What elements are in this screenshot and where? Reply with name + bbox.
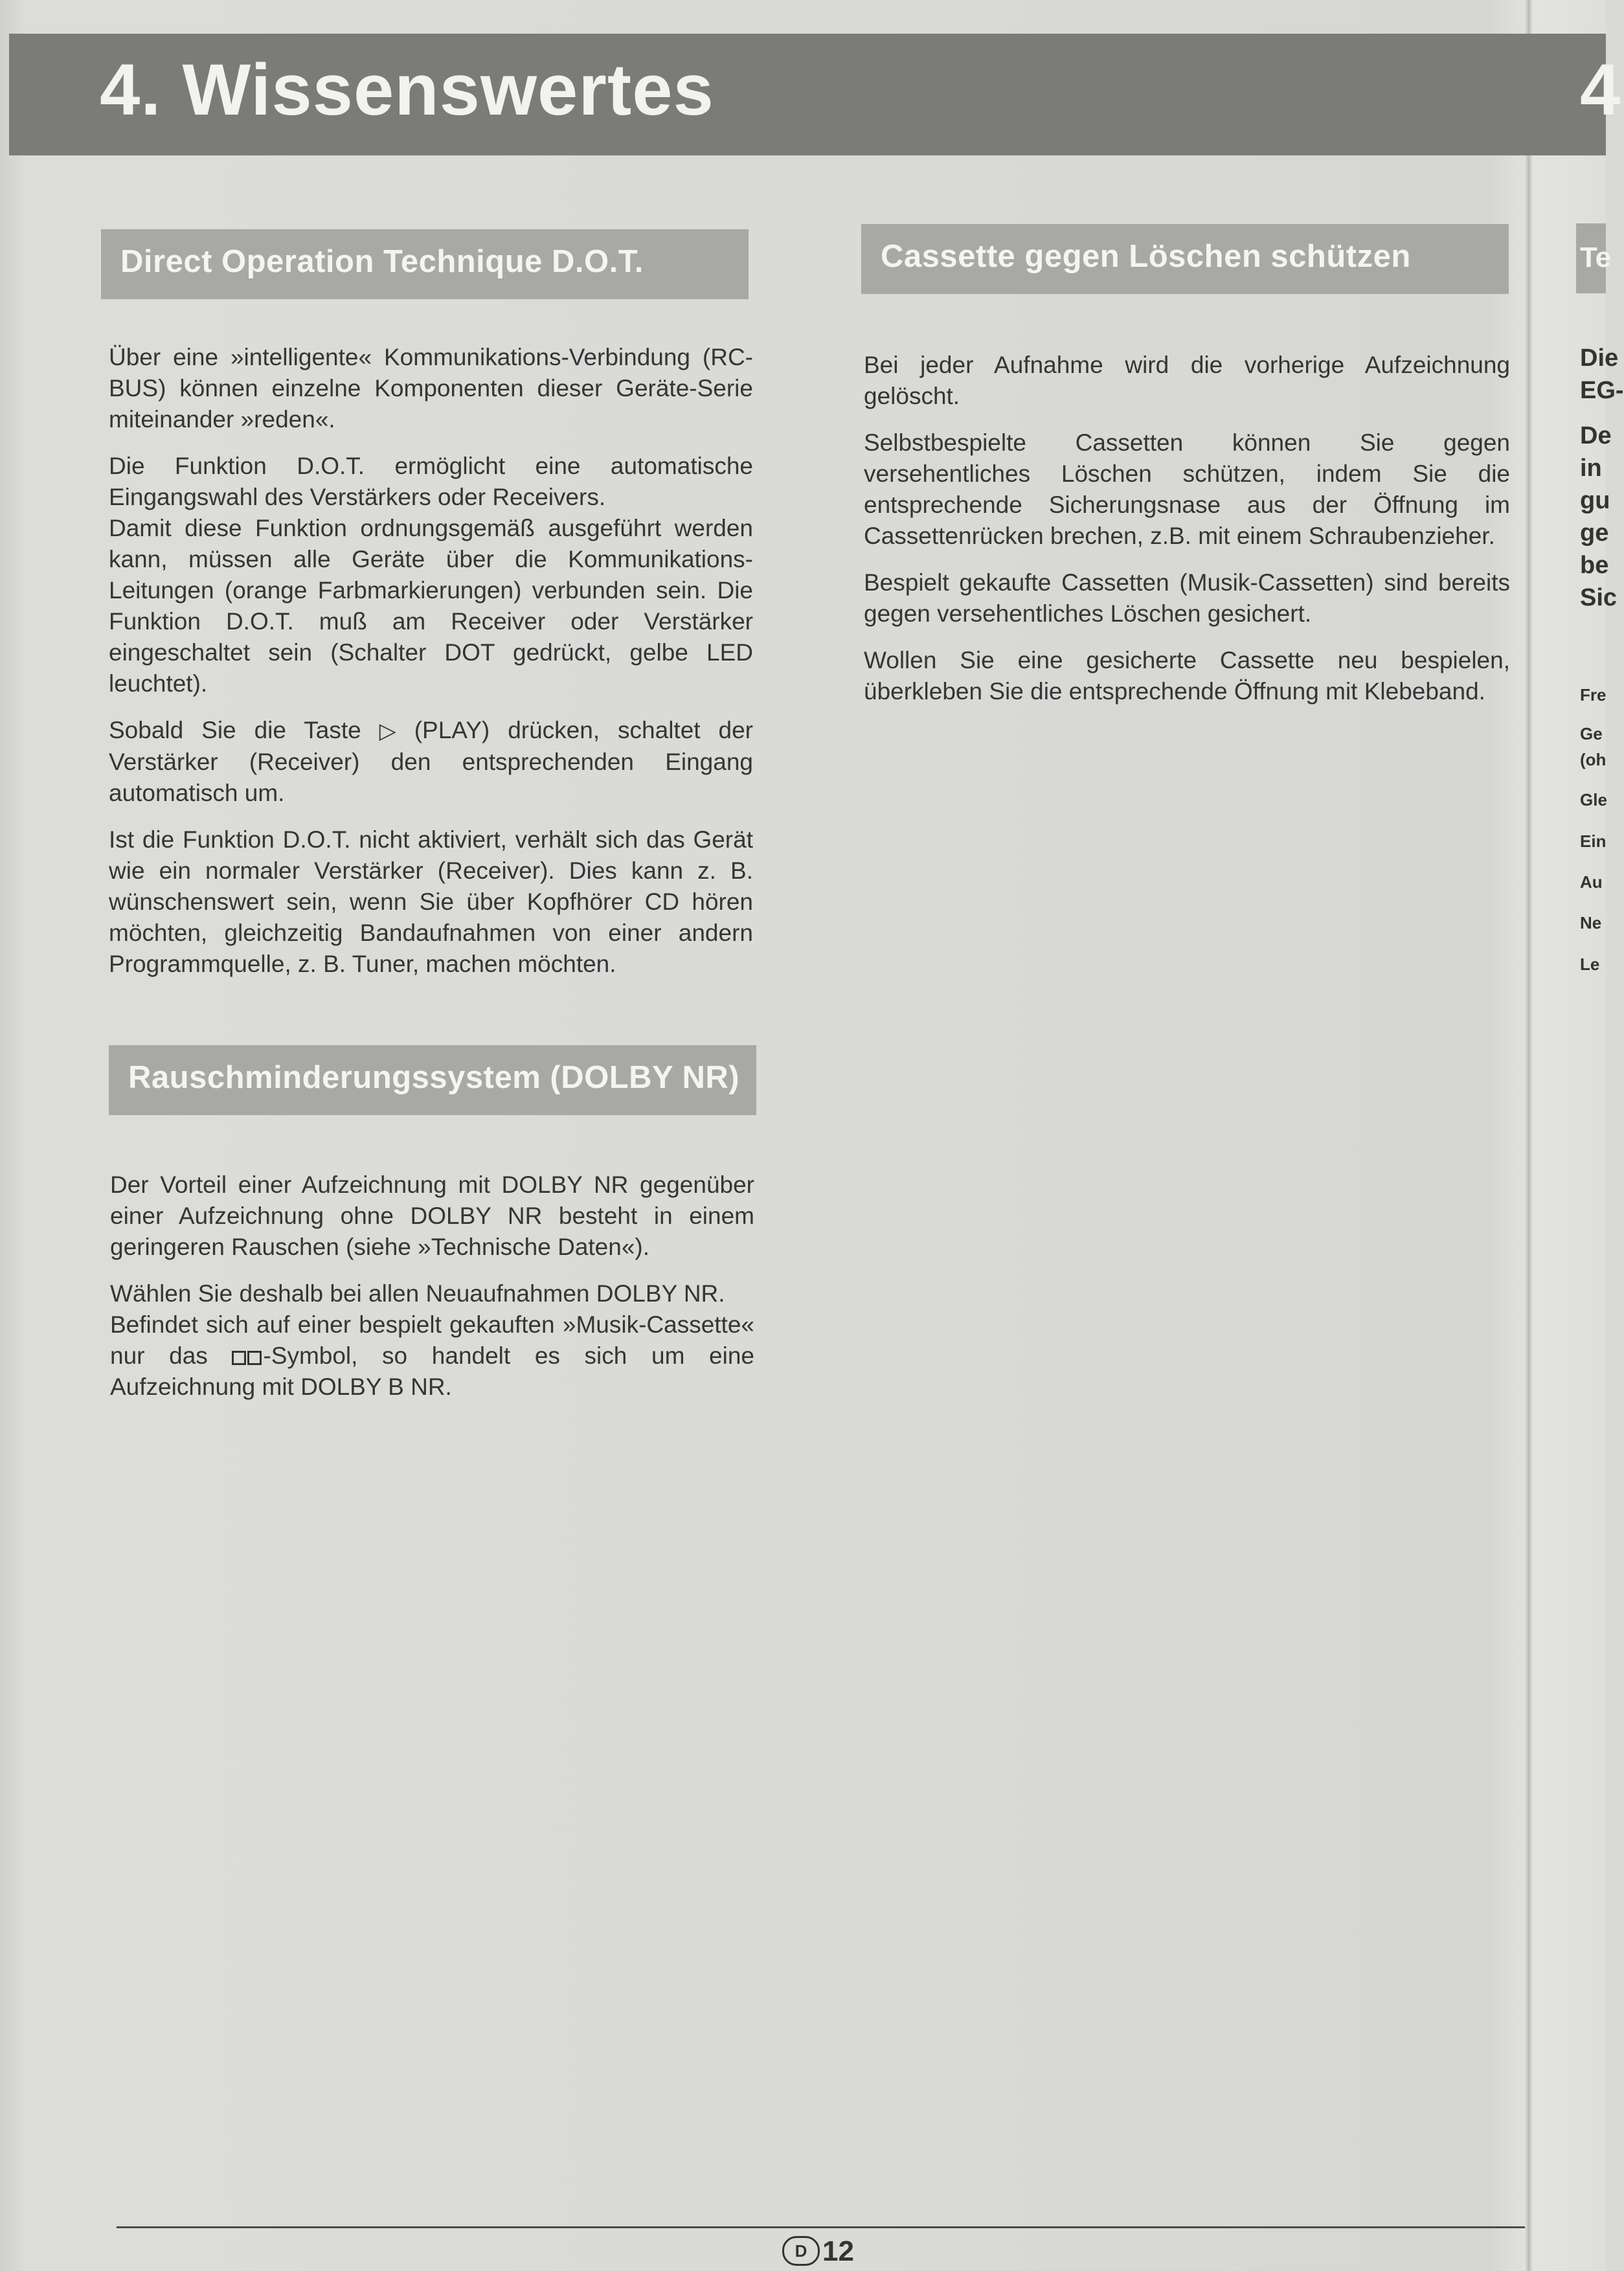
next-page-text-fragment: Die (1580, 345, 1619, 372)
next-page-text-fragment: De (1580, 422, 1612, 449)
footer-rule (117, 2226, 1525, 2228)
paragraph: Bei jeder Aufnahme wird die vorherige Aufzeichnung gelöscht. (864, 352, 1510, 409)
paragraph: Wählen Sie deshalb bei allen Neuaufnahmen DOLBY NR. (110, 1280, 725, 1307)
paragraph: Selbstbespielte Cassetten können Sie gegen versehentliches Löschen schützen, indem Sie die entsprechende Sicherungsnase aus der Öffnung im Cassettenrücken brechen, z.B. mit einem Schraubenzieher. (864, 429, 1510, 549)
next-page-text-fragment: EG- (1580, 377, 1624, 404)
next-page-text-fragment: ge (1580, 519, 1609, 547)
next-page-text-fragment: gu (1580, 487, 1610, 514)
paragraph (109, 715, 753, 809)
paragraph: Damit diese Funktion ordnungsgemäß ausgeführt werden kann, müssen alle Geräte über die Kommunikations-Leitungen (orange Farbmarkierungen) verbunden sein. Die Funktion D.O.T. muß am Receiver oder Verstärker eingeschaltet sein (Schalter DOT gedrückt, gelbe LED leuchtet). (109, 515, 753, 697)
next-page-text-fragment: Ne (1580, 913, 1602, 932)
next-page-text-fragment: Le (1580, 955, 1600, 974)
text-fragment: (PLAY) drücken, schaltet der Verstärker (Receiver) den entsprechenden Eingang automatisch um. (109, 717, 753, 806)
section-heading-text: Rauschminderungssystem (DOLBY NR) (128, 1060, 740, 1095)
section-body-cassette (864, 350, 1510, 723)
paragraph: Ist die Funktion D.O.T. nicht aktiviert, verhält sich das Gerät wie ein normaler Verstärker (Receiver). Dies kann z. B. wünschenswert sein, wenn Sie über Kopfhörer CD hören möchten, gleichzeitig Bandaufnahmen von einer andern Programmquelle, z. B. Tuner, machen möchten. (109, 826, 753, 977)
page-number (782, 2235, 854, 2268)
section-heading-text: Cassette gegen Löschen schützen (881, 239, 1411, 274)
text-fragment: Befindet sich auf einer bespielt gekauften »Musik-Cassette« nur das (110, 1311, 754, 1369)
next-page-text-fragment: Au (1580, 872, 1603, 892)
paragraph: Der Vorteil einer Aufzeichnung mit DOLBY NR gegenüber einer Aufzeichnung ohne DOLBY NR besteht in einem geringeren Rauschen (siehe »Technische Daten«). (110, 1171, 754, 1260)
next-page-text-fragment: (oh (1580, 750, 1607, 769)
next-page-text-fragment: Ge (1580, 724, 1603, 743)
next-page-chapter-fragment: 4 (1580, 49, 1621, 130)
section-heading-dolby (109, 1045, 756, 1115)
paragraph: Bespielt gekaufte Cassetten (Musik-Cassetten) sind bereits gegen versehentliches Löschen gesichert. (864, 569, 1510, 627)
next-page-text-fragment: Sic (1580, 584, 1618, 611)
next-page-heading-fragment (1576, 223, 1612, 293)
dolby-double-d-icon (232, 1342, 263, 1369)
section-heading-dot (101, 229, 749, 299)
language-badge: D (782, 2236, 820, 2266)
next-page-text-fragment: be (1580, 552, 1609, 579)
text-fragment: Sobald Sie die Taste (109, 717, 361, 743)
section-heading-cassette (861, 224, 1509, 294)
text-fragment: -Symbol, so handelt es sich um eine Aufzeichnung mit DOLBY B NR. (110, 1342, 754, 1400)
paragraph: Über eine »intelligente« Kommunikations-Verbindung (RC-BUS) können einzelne Komponenten dieser Geräte-Serie miteinander »reden«. (109, 344, 753, 433)
section-body-dolby (110, 1169, 754, 1418)
section-heading-text: Direct Operation Technique D.O.T. (120, 244, 644, 279)
paragraph (110, 1309, 754, 1403)
play-symbol-icon: ▷ (379, 718, 396, 744)
paragraph: Wollen Sie eine gesicherte Cassette neu bespielen, überkleben Sie die entsprechende Öffnung mit Klebeband. (864, 647, 1510, 705)
chapter-title: 4. Wissenswertes (100, 49, 714, 130)
page-fold (1525, 0, 1533, 2271)
next-page-text-fragment: Fre (1580, 685, 1607, 705)
paragraph: Die Funktion D.O.T. ermöglicht eine automatische Eingangswahl des Verstärkers oder Receivers. (109, 453, 753, 510)
section-body-dot (109, 342, 753, 995)
next-page-text-fragment: Ein (1580, 831, 1607, 851)
next-page-text-fragment: Gle (1580, 790, 1607, 809)
chapter-title-bar (9, 34, 1621, 155)
next-page-heading-text: Te (1580, 242, 1612, 273)
next-page-text-fragment: in (1580, 455, 1602, 482)
page-number-text: 12 (822, 2235, 854, 2267)
